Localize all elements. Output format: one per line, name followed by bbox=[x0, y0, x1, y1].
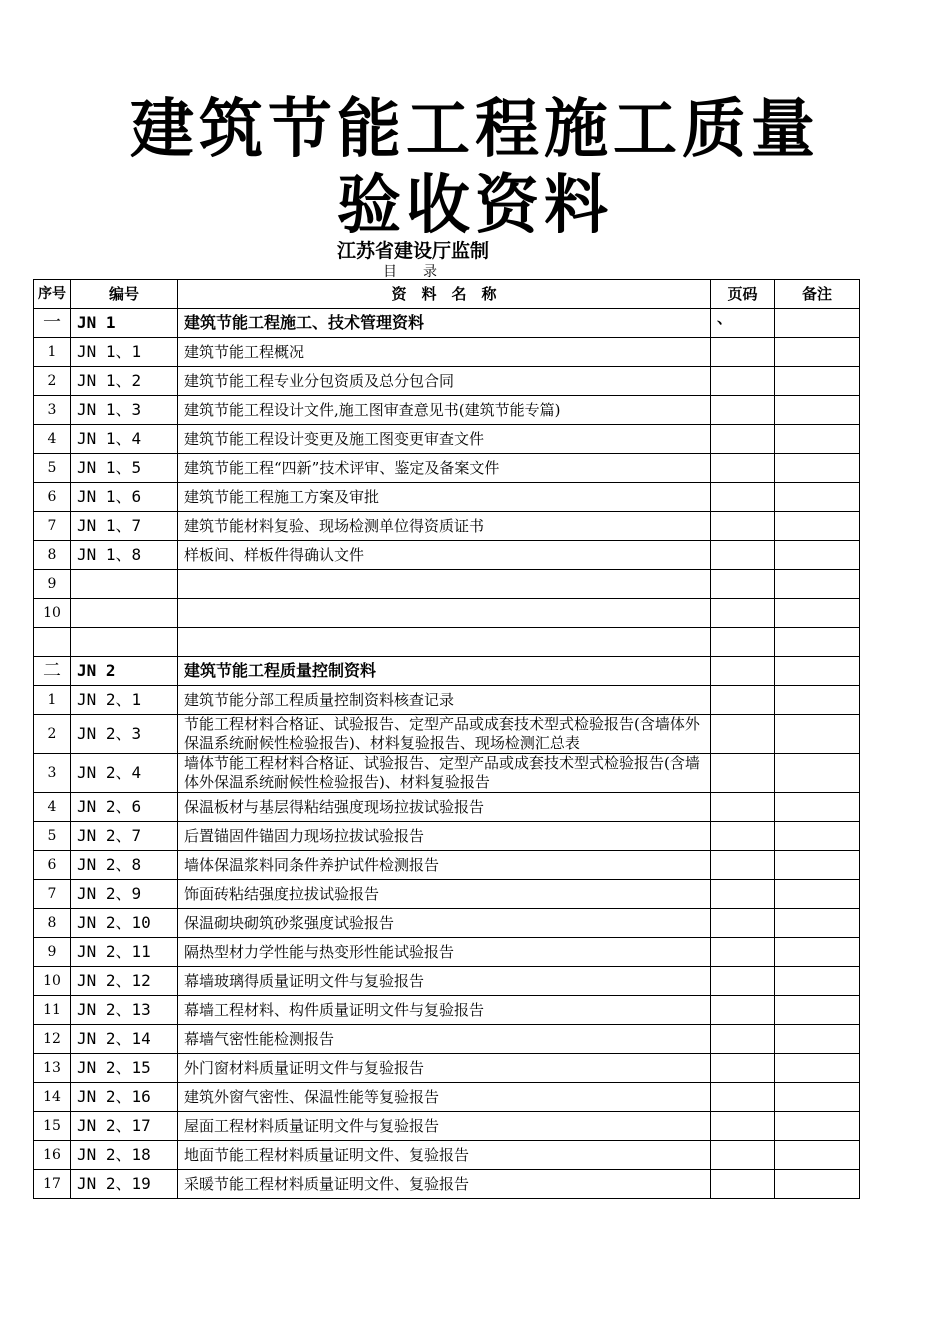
cell-seq: 4 bbox=[34, 425, 71, 454]
cell-seq: 17 bbox=[34, 1170, 71, 1199]
cell-remark bbox=[775, 396, 860, 425]
table-row bbox=[34, 396, 860, 425]
cell-seq: 二 bbox=[34, 657, 71, 686]
cell-code bbox=[71, 599, 178, 628]
cell-name: 隔热型材力学性能与热变形性能试验报告 bbox=[178, 938, 711, 967]
cell-name: 后置锚固件锚固力现场拉拔试验报告 bbox=[178, 822, 711, 851]
table-row bbox=[34, 1141, 860, 1170]
cell-seq: 5 bbox=[34, 454, 71, 483]
cell-remark bbox=[775, 541, 860, 570]
cell-seq: 8 bbox=[34, 909, 71, 938]
cell-name: 保温板材与基层得粘结强度现场拉拔试验报告 bbox=[178, 793, 711, 822]
cell-remark bbox=[775, 338, 860, 367]
table-row bbox=[34, 338, 860, 367]
cell-name: 建筑节能工程概况 bbox=[178, 338, 711, 367]
cell-seq: 16 bbox=[34, 1141, 71, 1170]
cell-remark bbox=[775, 1112, 860, 1141]
document-title-line2: 验收资料 bbox=[337, 168, 613, 243]
cell-code: JN 2、4 bbox=[71, 754, 178, 793]
cell-seq: 2 bbox=[34, 367, 71, 396]
cell-remark bbox=[775, 628, 860, 657]
cell-name: 建筑外窗气密性、保温性能等复验报告 bbox=[178, 1083, 711, 1112]
cell-page bbox=[711, 686, 775, 715]
cell-seq: 1 bbox=[34, 686, 71, 715]
header-code: 编号 bbox=[71, 280, 178, 309]
cell-seq: 1 bbox=[34, 338, 71, 367]
cell-code: JN 2、19 bbox=[71, 1170, 178, 1199]
cell-page bbox=[711, 396, 775, 425]
cell-seq: 10 bbox=[34, 967, 71, 996]
table-row bbox=[34, 425, 860, 454]
cell-code: JN 1 bbox=[71, 309, 178, 338]
cell-remark bbox=[775, 909, 860, 938]
cell-code: JN 2、10 bbox=[71, 909, 178, 938]
cell-name: 地面节能工程材料质量证明文件、复验报告 bbox=[178, 1141, 711, 1170]
cell-name: 屋面工程材料质量证明文件与复验报告 bbox=[178, 1112, 711, 1141]
cell-page bbox=[711, 367, 775, 396]
cell-seq: 14 bbox=[34, 1083, 71, 1112]
cell-code: JN 2、8 bbox=[71, 851, 178, 880]
cell-code: JN 2、7 bbox=[71, 822, 178, 851]
table-row bbox=[34, 1112, 860, 1141]
cell-name: 保温砌块砌筑砂浆强度试验报告 bbox=[178, 909, 711, 938]
cell-page bbox=[711, 657, 775, 686]
cell-page bbox=[711, 996, 775, 1025]
cell-page bbox=[711, 822, 775, 851]
table-row bbox=[34, 822, 860, 851]
table-row bbox=[34, 1083, 860, 1112]
cell-code: JN 2、3 bbox=[71, 715, 178, 754]
table-row bbox=[34, 570, 860, 599]
document-title-line1: 建筑节能工程施工质量 bbox=[130, 92, 820, 167]
cell-name: 墙体节能工程材料合格证、试验报告、定型产品或成套技术型式检验报告(含墙体外保温系统耐候性检验报告)、材料复验报告 bbox=[178, 754, 711, 793]
cell-name bbox=[178, 599, 711, 628]
section-row bbox=[34, 309, 860, 338]
cell-name: 节能工程材料合格证、试验报告、定型产品或成套技术型式检验报告(含墙体外保温系统耐候性检验报告)、材料复验报告、现场检测汇总表 bbox=[178, 715, 711, 754]
cell-name: 建筑节能工程设计文件,施工图审查意见书(建筑节能专篇) bbox=[178, 396, 711, 425]
cell-code: JN 1、8 bbox=[71, 541, 178, 570]
cell-code: JN 1、6 bbox=[71, 483, 178, 512]
cell-page bbox=[711, 483, 775, 512]
cell-page bbox=[711, 1054, 775, 1083]
cell-remark bbox=[775, 967, 860, 996]
cell-page bbox=[711, 1170, 775, 1199]
cell-remark bbox=[775, 309, 860, 338]
table-row bbox=[34, 938, 860, 967]
cell-code: JN 1、4 bbox=[71, 425, 178, 454]
cell-seq: 15 bbox=[34, 1112, 71, 1141]
toc-body bbox=[34, 280, 860, 1199]
cell-remark bbox=[775, 512, 860, 541]
cell-code: JN 1、5 bbox=[71, 454, 178, 483]
cell-page: 、 bbox=[711, 309, 775, 338]
cell-code: JN 2、12 bbox=[71, 967, 178, 996]
cell-page bbox=[711, 715, 775, 754]
table-row bbox=[34, 1170, 860, 1199]
cell-remark bbox=[775, 1025, 860, 1054]
section-row bbox=[34, 657, 860, 686]
table-header-row bbox=[34, 280, 860, 309]
cell-code: JN 2、17 bbox=[71, 1112, 178, 1141]
cell-code: JN 2、16 bbox=[71, 1083, 178, 1112]
cell-name bbox=[178, 570, 711, 599]
header-seq: 序号 bbox=[34, 280, 71, 309]
cell-seq: 9 bbox=[34, 938, 71, 967]
cell-page bbox=[711, 454, 775, 483]
cell-page bbox=[711, 754, 775, 793]
cell-page bbox=[711, 599, 775, 628]
cell-code: JN 2 bbox=[71, 657, 178, 686]
cell-page bbox=[711, 1083, 775, 1112]
table-row bbox=[34, 754, 860, 793]
cell-code bbox=[71, 628, 178, 657]
cell-code: JN 2、14 bbox=[71, 1025, 178, 1054]
cell-code: JN 1、2 bbox=[71, 367, 178, 396]
cell-code: JN 2、11 bbox=[71, 938, 178, 967]
cell-page bbox=[711, 338, 775, 367]
table-row bbox=[34, 454, 860, 483]
toc-label: 目 录 bbox=[383, 264, 443, 280]
cell-page bbox=[711, 1025, 775, 1054]
cell-seq: 7 bbox=[34, 512, 71, 541]
cell-name: 建筑节能工程“四新”技术评审、鉴定及备案文件 bbox=[178, 454, 711, 483]
cell-seq: 一 bbox=[34, 309, 71, 338]
cell-page bbox=[711, 880, 775, 909]
cell-seq: 6 bbox=[34, 851, 71, 880]
cell-page bbox=[711, 938, 775, 967]
cell-name: 建筑节能工程质量控制资料 bbox=[178, 657, 711, 686]
cell-remark bbox=[775, 1141, 860, 1170]
table-row bbox=[34, 880, 860, 909]
cell-remark bbox=[775, 367, 860, 396]
cell-remark bbox=[775, 454, 860, 483]
cell-code: JN 2、15 bbox=[71, 1054, 178, 1083]
cell-page bbox=[711, 1112, 775, 1141]
cell-code: JN 1、1 bbox=[71, 338, 178, 367]
cell-name: 幕墙气密性能检测报告 bbox=[178, 1025, 711, 1054]
cell-code: JN 1、7 bbox=[71, 512, 178, 541]
cell-code: JN 2、6 bbox=[71, 793, 178, 822]
cell-name bbox=[178, 628, 711, 657]
cell-name: 墙体保温浆料同条件养护试件检测报告 bbox=[178, 851, 711, 880]
table-row bbox=[34, 483, 860, 512]
cell-code: JN 1、3 bbox=[71, 396, 178, 425]
cell-name: 幕墙工程材料、构件质量证明文件与复验报告 bbox=[178, 996, 711, 1025]
cell-seq: 3 bbox=[34, 396, 71, 425]
cell-remark bbox=[775, 686, 860, 715]
cell-page bbox=[711, 512, 775, 541]
cell-name: 幕墙玻璃得质量证明文件与复验报告 bbox=[178, 967, 711, 996]
table-row bbox=[34, 793, 860, 822]
cell-name: 采暖节能工程材料质量证明文件、复验报告 bbox=[178, 1170, 711, 1199]
table-row bbox=[34, 628, 860, 657]
cell-page bbox=[711, 425, 775, 454]
cell-remark bbox=[775, 599, 860, 628]
cell-name: 建筑节能工程专业分包资质及总分包合同 bbox=[178, 367, 711, 396]
cell-remark bbox=[775, 851, 860, 880]
table-row bbox=[34, 599, 860, 628]
cell-name: 建筑节能材料复验、现场检测单位得资质证书 bbox=[178, 512, 711, 541]
cell-seq: 2 bbox=[34, 715, 71, 754]
cell-seq bbox=[34, 628, 71, 657]
table-row bbox=[34, 1025, 860, 1054]
cell-name: 外门窗材料质量证明文件与复验报告 bbox=[178, 1054, 711, 1083]
cell-remark bbox=[775, 793, 860, 822]
cell-remark bbox=[775, 1170, 860, 1199]
cell-page bbox=[711, 541, 775, 570]
cell-remark bbox=[775, 938, 860, 967]
table-row bbox=[34, 512, 860, 541]
cell-seq: 8 bbox=[34, 541, 71, 570]
cell-remark bbox=[775, 822, 860, 851]
table-row bbox=[34, 541, 860, 570]
cell-page bbox=[711, 1141, 775, 1170]
cell-seq: 3 bbox=[34, 754, 71, 793]
cell-seq: 7 bbox=[34, 880, 71, 909]
cell-name: 建筑节能工程施工、技术管理资料 bbox=[178, 309, 711, 338]
cell-page bbox=[711, 628, 775, 657]
cell-seq: 10 bbox=[34, 599, 71, 628]
cell-code: JN 2、1 bbox=[71, 686, 178, 715]
cell-page bbox=[711, 967, 775, 996]
cell-code: JN 2、13 bbox=[71, 996, 178, 1025]
cell-seq: 12 bbox=[34, 1025, 71, 1054]
table-row bbox=[34, 715, 860, 754]
cell-remark bbox=[775, 1054, 860, 1083]
cell-remark bbox=[775, 754, 860, 793]
table-row bbox=[34, 367, 860, 396]
cell-code: JN 2、18 bbox=[71, 1141, 178, 1170]
cell-page bbox=[711, 909, 775, 938]
table-row bbox=[34, 967, 860, 996]
cell-seq: 6 bbox=[34, 483, 71, 512]
cell-seq: 4 bbox=[34, 793, 71, 822]
cell-page bbox=[711, 851, 775, 880]
cell-name: 建筑节能工程施工方案及审批 bbox=[178, 483, 711, 512]
cell-page bbox=[711, 793, 775, 822]
table-row bbox=[34, 996, 860, 1025]
toc-table bbox=[33, 279, 860, 1199]
cell-seq: 9 bbox=[34, 570, 71, 599]
header-remark: 备注 bbox=[775, 280, 860, 309]
cell-remark bbox=[775, 570, 860, 599]
cell-code bbox=[71, 570, 178, 599]
cell-page bbox=[711, 570, 775, 599]
cell-seq: 5 bbox=[34, 822, 71, 851]
issuer-subtitle: 江苏省建设厅监制 bbox=[336, 240, 489, 262]
cell-remark bbox=[775, 715, 860, 754]
cell-name: 建筑节能分部工程质量控制资料核查记录 bbox=[178, 686, 711, 715]
cell-remark bbox=[775, 657, 860, 686]
cell-remark bbox=[775, 425, 860, 454]
header-name: 资 料 名 称 bbox=[178, 280, 711, 309]
cell-code: JN 2、9 bbox=[71, 880, 178, 909]
table-row bbox=[34, 1054, 860, 1083]
cell-name: 饰面砖粘结强度拉拔试验报告 bbox=[178, 880, 711, 909]
table-row bbox=[34, 686, 860, 715]
cell-remark bbox=[775, 880, 860, 909]
cell-remark bbox=[775, 483, 860, 512]
cell-name: 样板间、样板件得确认文件 bbox=[178, 541, 711, 570]
table-row bbox=[34, 851, 860, 880]
table-row bbox=[34, 909, 860, 938]
cell-seq: 11 bbox=[34, 996, 71, 1025]
header-page: 页码 bbox=[711, 280, 775, 309]
cell-remark bbox=[775, 1083, 860, 1112]
cell-seq: 13 bbox=[34, 1054, 71, 1083]
cell-name: 建筑节能工程设计变更及施工图变更审查文件 bbox=[178, 425, 711, 454]
cell-remark bbox=[775, 996, 860, 1025]
